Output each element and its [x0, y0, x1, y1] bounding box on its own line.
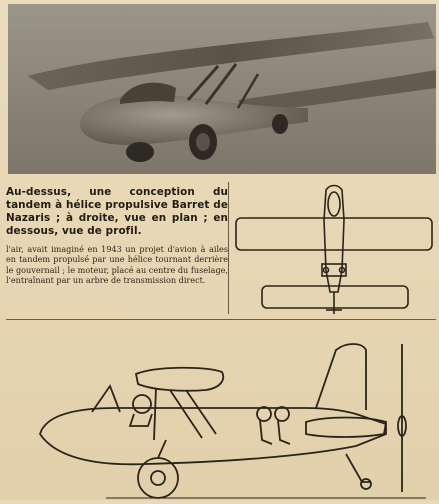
plan-view — [230, 180, 438, 315]
profile-view — [6, 322, 437, 500]
plan-view-drawing — [230, 180, 438, 315]
caption-block — [6, 186, 228, 286]
caption-body: l'air, avait imaginé en 1943 un projet d'avion à ailes en tandem propulsé par une hélice tournant derrière le gouvernail ; le moteur, placé au centre du fuselage, l'entraînant par un arbre de transmission direct. — [6, 244, 228, 286]
profile-view-drawing — [6, 322, 437, 500]
photo-aircraft-illustration — [8, 4, 436, 174]
aircraft-photo — [8, 4, 436, 174]
column-divider — [228, 182, 229, 314]
section-divider — [6, 319, 436, 320]
caption-lead: Au-dessus, une conception du tandem à hélice propulsive Barret de Nazaris ; à droite, vue en plan ; en dessous, vue de profil. — [6, 186, 228, 237]
